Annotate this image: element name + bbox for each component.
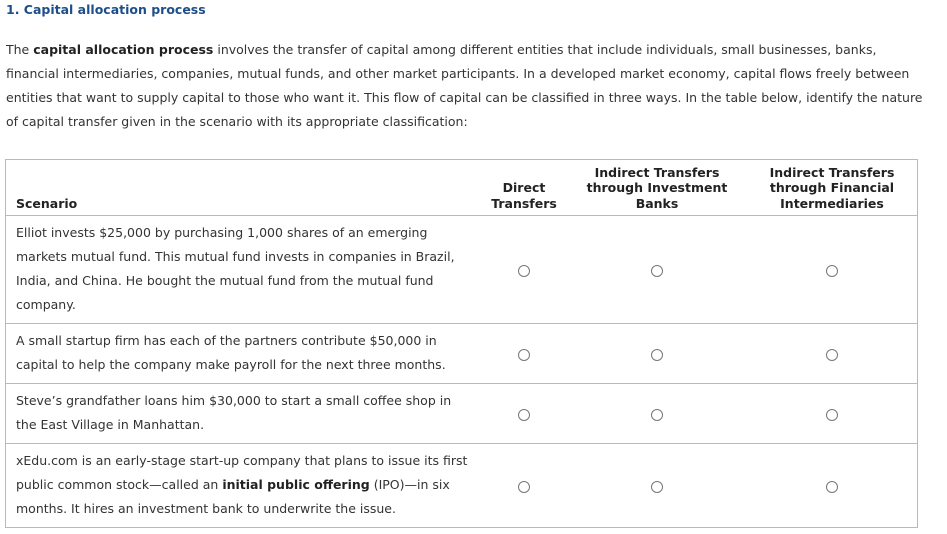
radio-financial-intermediaries-row2[interactable]	[826, 349, 838, 361]
radio-investment-banks-row2[interactable]	[651, 349, 663, 361]
radio-investment-banks-row1[interactable]	[651, 265, 663, 277]
header-direct-transfers: Direct Transfers	[481, 160, 567, 216]
table-row	[6, 384, 918, 444]
intro-paragraph: The capital allocation process involves the transfer of capital among different entities that include individuals, small businesses, banks, financial intermediaries, companies, mutual funds, and other market participants. In a developed market economy, capital flows freely between entities that want to supply capital to those who want it. This flow of capital can be classified in three ways. In the table below, identify the nature of capital transfer given in the scenario with its appropriate classification:	[6, 42, 923, 129]
table-row	[6, 444, 918, 528]
radio-direct-row4[interactable]	[518, 481, 530, 493]
scenario-text: Elliot invests $25,000 by purchasing 1,000 shares of an emerging markets mutual fund. This mutual fund invests in companies in Brazil, India, and China. He bought the mutual fund from the mutual fund company.	[6, 216, 482, 324]
header-financial-intermediaries: Indirect Transfers through Financial Intermediaries	[747, 160, 918, 216]
question-title: 1. Capital allocation process	[6, 2, 206, 17]
header-investment-banks: Indirect Transfers through Investment Banks	[567, 160, 747, 216]
table-header-row	[6, 160, 918, 216]
radio-financial-intermediaries-row4[interactable]	[826, 481, 838, 493]
header-scenario: Scenario	[6, 160, 482, 216]
scenario-text: Steve’s grandfather loans him $30,000 to start a small coffee shop in the East Village in Manhattan.	[6, 384, 482, 444]
radio-financial-intermediaries-row1[interactable]	[826, 265, 838, 277]
ipo-bold-term: initial public offering	[222, 477, 370, 492]
classification-table	[5, 159, 918, 528]
scenario-text: xEdu.com is an early-stage start-up company that plans to issue its first public common stock—called an initial public offering (IPO)—in six months. It hires an investment bank to underwrite the issue.	[6, 444, 482, 528]
radio-direct-row3[interactable]	[518, 409, 530, 421]
radio-financial-intermediaries-row3[interactable]	[826, 409, 838, 421]
scenario-text: A small startup firm has each of the partners contribute $50,000 in capital to help the company make payroll for the next three months.	[6, 324, 482, 384]
table-row	[6, 216, 918, 324]
intro-bold-term: capital allocation process	[33, 42, 214, 57]
radio-direct-row1[interactable]	[518, 265, 530, 277]
radio-investment-banks-row3[interactable]	[651, 409, 663, 421]
table-row	[6, 324, 918, 384]
radio-direct-row2[interactable]	[518, 349, 530, 361]
radio-investment-banks-row4[interactable]	[651, 481, 663, 493]
